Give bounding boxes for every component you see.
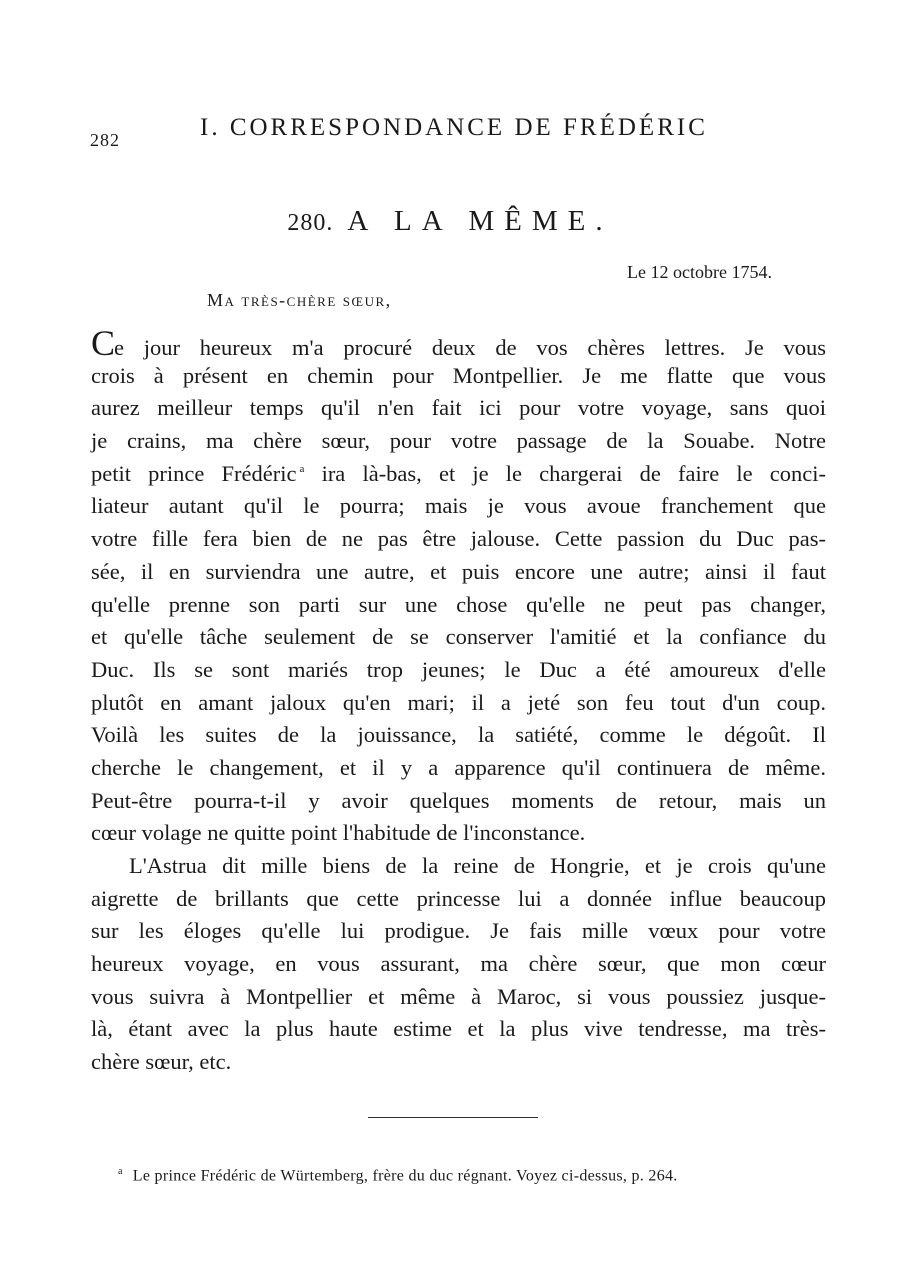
running-title: I. CORRESPONDANCE DE FRÉDÉRIC	[200, 114, 708, 141]
text-line: chère sœur, etc.	[91, 1049, 232, 1075]
drop-cap: C	[91, 323, 115, 363]
letter-date: Le 12 octobre 1754.	[627, 262, 772, 282]
text-line: Peut-être pourra-t-il y avoir quelques moments de retour, mais un	[91, 787, 826, 813]
text-line: sur les éloges qu'elle lui prodigue. Je fais mille vœux pour votre	[91, 918, 826, 944]
text-line: crois à présent en chemin pour Montpellier. Je me flatte que vous	[91, 362, 826, 388]
footnote-reference: a	[299, 463, 305, 476]
footnote-text: Le prince Frédéric de Würtemberg, frère du duc régnant. Voyez ci-dessus, p. 264.	[132, 1167, 678, 1185]
text-line: je crains, ma chère sœur, pour votre passage de la Souabe. Notre	[91, 428, 826, 454]
text-line: heureux voyage, en vous assurant, ma chère sœur, que mon cœur	[91, 951, 826, 977]
letter-title: A LA MÊME.	[347, 205, 613, 237]
text-line: cœur volage ne quitte point l'habitude de l'inconstance.	[91, 820, 586, 846]
letter-body	[91, 323, 826, 1079]
text-line	[91, 323, 826, 363]
footnote-separator	[368, 1117, 538, 1118]
line-text: e jour heureux m'a procuré deux de vos chères lettres. Je vous	[114, 335, 826, 360]
text-line: et qu'elle tâche seulement de se conserver l'amitié et la confiance du	[91, 624, 826, 650]
footnote	[118, 1166, 678, 1185]
text-line	[91, 458, 826, 491]
footnote-mark: a	[118, 1166, 123, 1177]
salutation: Ma très-chère sœur,	[207, 290, 392, 310]
text-line: aigrette de brillants que cette princesse lui a donnée influe beaucoup	[91, 885, 826, 911]
text-line: Voilà les suites de la jouissance, la satiété, comme le dégoût. Il	[91, 722, 826, 748]
text-line: plutôt en amant jaloux qu'en mari; il a jeté son feu tout d'un coup.	[91, 689, 826, 715]
text-line: sée, il en surviendra une autre, et puis encore une autre; ainsi il faut	[91, 558, 826, 584]
letter-number: 280.	[287, 210, 334, 236]
text-line: qu'elle prenne son parti sur une chose qu'elle ne peut pas changer,	[91, 591, 826, 617]
text-line: votre fille fera bien de ne pas être jalouse. Cette passion du Duc pas-	[91, 526, 826, 552]
text-line: L'Astrua dit mille biens de la reine de Hongrie, et je crois qu'une	[129, 853, 826, 878]
line-text: ira là-bas, et je le chargerai de faire le conci-	[321, 460, 826, 486]
text-line: Duc. Ils se sont mariés trop jeunes; le Duc a été amoureux d'elle	[91, 656, 826, 682]
letter-heading	[0, 205, 900, 238]
running-head	[86, 114, 806, 154]
text-line: liateur autant qu'il le pourra; mais je vous avoue franchement que	[91, 493, 826, 519]
text-line: là, étant avec la plus haute estime et la plus vive tendresse, ma très-	[91, 1016, 826, 1042]
text-line: aurez meilleur temps qu'il n'en fait ici pour votre voyage, sans quoi	[91, 395, 826, 421]
text-line: vous suivra à Montpellier et même à Maroc, si vous poussiez jusque-	[91, 983, 826, 1009]
line-text: petit prince Frédéric	[91, 460, 297, 486]
text-line: cherche le changement, et il y a apparence qu'il continuera de même.	[91, 754, 826, 780]
page-number: 282	[90, 130, 120, 150]
